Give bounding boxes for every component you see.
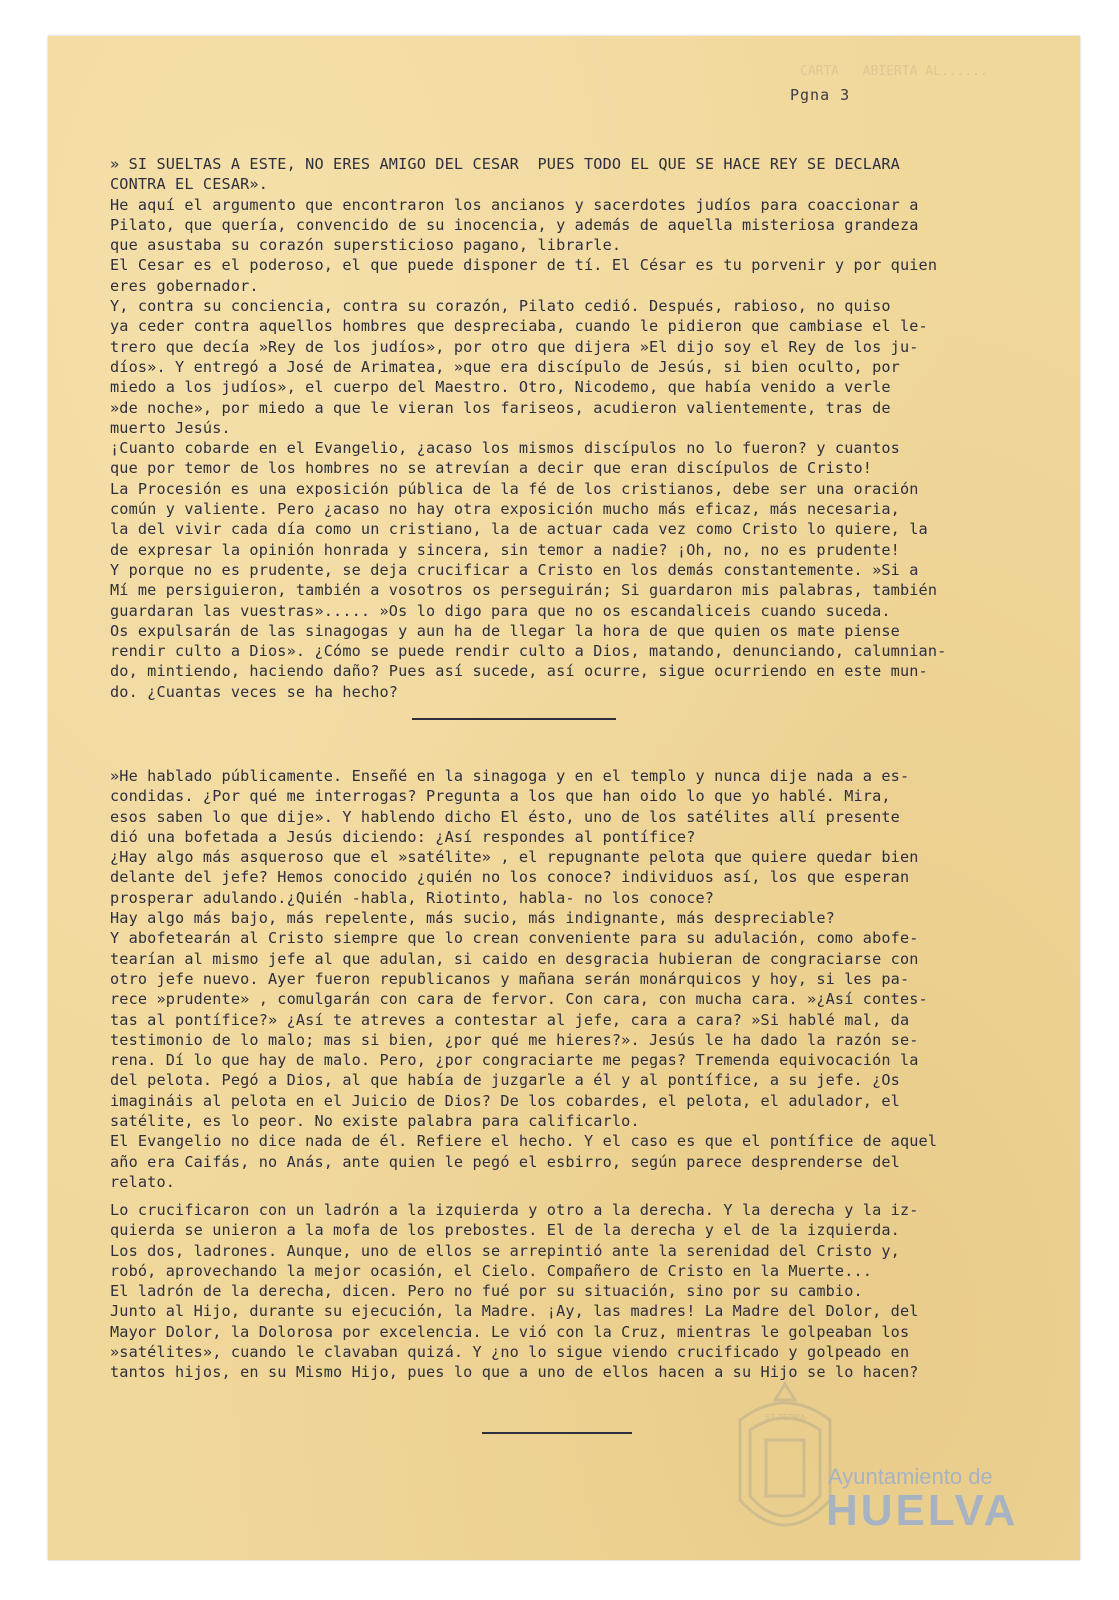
show-through-text: CARTA ABIERTA AL...... <box>800 64 988 79</box>
text-line: dió una bofetada a Jesús diciendo: ¿Así respondes al pontífice? <box>110 827 696 846</box>
text-line: Mayor Dolor, la Dolorosa por excelencia. Le vió con la Cruz, mientras le golpeaban los <box>110 1322 910 1341</box>
text-line: Os expulsarán de las sinagogas y aun ha de llegar la hora de que quien os mate piense <box>110 621 900 640</box>
text-line: eres gobernador. <box>110 276 259 295</box>
text-line: esos saben lo que dije». Y hablendo dicho El ésto, uno de los satélites allí presente <box>110 807 900 826</box>
text-line: La Procesión es una exposición pública de la fé de los cristianos, debe ser una oración <box>110 479 919 498</box>
text-line: trero que decía »Rey de los judíos», por otro que dijera »El dijo soy el Rey de los ju- <box>110 337 919 356</box>
text-line: guardaran las vuestras»..... »Os lo digo para que no os escandaliceis cuando suceda. <box>110 601 891 620</box>
text-line: Y, contra su conciencia, contra su corazón, Pilato cedió. Después, rabioso, no quiso <box>110 297 891 316</box>
text-line: la del vivir cada día como un cristiano, la de actuar cada vez como Cristo lo quiere, la <box>110 520 928 539</box>
text-line: Mí me persiguieron, también a vosotros os perseguirán; Si guardaron mis palabras, también <box>110 581 938 600</box>
text-line: del pelota. Pegó a Dios, al que había de juzgarle a él y al pontífice, a su jefe. ¿Os <box>110 1071 900 1090</box>
text-line: rendir culto a Dios». ¿Cómo se puede rendir culto a Dios, matando, denunciando, calumnian- <box>110 642 947 661</box>
text-line: imagináis al pelota en el Juicio de Dios? De los cobardes, el pelota, el adulador, el <box>110 1091 900 1110</box>
text-line: »de noche», por miedo a que le vieran los fariseos, acudieron valientemente, tras de <box>110 398 891 417</box>
text-line: quierda se unieron a la mofa de los prebostes. El de la derecha y el de la izquierda. <box>110 1221 900 1240</box>
text-line: delante del jefe? Hemos conocido ¿quién no los conoce? individuos así, los que esperan <box>110 868 910 887</box>
section-divider-2 <box>482 1432 632 1434</box>
page-number: Pgna 3 <box>790 86 851 104</box>
section-1-text <box>110 154 1030 702</box>
text-line: do. ¿Cuantas veces se ha hecho? <box>110 682 399 701</box>
text-line: rece »prudente» , comulgarán con cara de fervor. Con cara, con mucha cara. »¿Así contes- <box>110 990 928 1009</box>
text-line: año era Caifás, no Anás, ante quien le pegó el esbirro, según parece desprenderse del <box>110 1152 900 1171</box>
text-line: El Cesar es el poderoso, el que puede disponer de tí. El César es tu porvenir y por quien <box>110 256 938 275</box>
text-line: He aquí el argumento que encontraron los ancianos y sacerdotes judíos para coaccionar a <box>110 195 919 214</box>
text-line: otro jefe nuevo. Ayer fueron republicanos y mañana serán monárquicos y hoy, si les pa- <box>110 969 910 988</box>
text-line: » SI SUELTAS A ESTE, NO ERES AMIGO DEL CESAR PUES TODO EL QUE SE HACE REY SE DECLARA <box>110 155 900 173</box>
text-line: CONTRA EL CESAR». <box>110 175 268 194</box>
text-line: relato. <box>110 1172 176 1191</box>
text-line: ¡Cuanto cobarde en el Evangelio, ¿acaso los mismos discípulos no lo fueron? y cuantos <box>110 439 900 458</box>
text-line: díos». Y entregó a José de Arimatea, »que era discípulo de Jesús, si bien oculto, por <box>110 357 900 376</box>
text-line: robó, aprovechando la mejor ocasión, el Cielo. Compañero de Cristo en la Muerte... <box>110 1261 873 1280</box>
text-line: Hay algo más bajo, más repelente, más sucio, más indignante, más despreciable? <box>110 909 835 928</box>
text-line: común y valiente. Pero ¿acaso no hay otra exposición mucho más eficaz, más necesaria, <box>110 500 900 519</box>
text-line: El Evangelio no dice nada de él. Refiere el hecho. Y el caso es que el pontífice de aquel <box>110 1132 938 1151</box>
section-3-text <box>110 1200 1030 1383</box>
text-line: Lo crucificaron con un ladrón a la izquierda y otro a la derecha. Y la derecha y la iz- <box>110 1201 919 1219</box>
text-line: prosperar adulando.¿Quién -habla, Riotinto, habla- no los conoce? <box>110 888 715 907</box>
text-line: El ladrón de la derecha, dicen. Pero no fué por su situación, sino por su cambio. <box>110 1282 863 1301</box>
text-line: que por temor de los hombres no se atrevían a decir que eran discípulos de Cristo! <box>110 459 873 478</box>
text-line: rena. Dí lo que hay de malo. Pero, ¿por congraciarte me pegas? Tremenda equivocación la <box>110 1051 919 1070</box>
seal-text: ST. TERRA <box>764 1413 806 1422</box>
text-line: Y porque no es prudente, se deja crucificar a Cristo en los demás constantemente. »Si a <box>110 560 919 579</box>
text-line: tearían al mismo jefe al que adulan, si caido en desgracia hubieran de congraciarse con <box>110 949 919 968</box>
text-line: do, mintiendo, haciendo daño? Pues así sucede, así ocurre, sigue ocurriendo en este mun- <box>110 662 928 681</box>
section-2-text <box>110 766 1030 1192</box>
text-line: »satélites», cuando le clavaban quizá. Y ¿no lo sigue viendo crucificado y golpeado en <box>110 1343 910 1362</box>
text-line: »He hablado públicamente. Enseñé en la sinagoga y en el templo y nunca dije nada a es- <box>110 767 910 785</box>
section-divider-1 <box>412 718 616 720</box>
text-line: muerto Jesús. <box>110 418 231 437</box>
text-line: testimonio de lo malo; mas si bien, ¿por qué me hieres?». Jesús le ha dado la razón se- <box>110 1030 919 1049</box>
text-line: Los dos, ladrones. Aunque, uno de ellos se arrepintió ante la serenidad del Cristo y, <box>110 1241 900 1260</box>
text-line: satélite, es lo peor. No existe palabra para calificarlo. <box>110 1112 640 1131</box>
text-line: tantos hijos, en su Mismo Hijo, pues lo que a uno de ellos hacen a su Hijo se lo hacen? <box>110 1363 919 1382</box>
text-line: que asustaba su corazón supersticioso pagano, librarle. <box>110 236 622 255</box>
text-line: Pilato, que quería, convencido de su inocencia, y además de aquella misteriosa grandeza <box>110 215 919 234</box>
watermark-line-2: HUELVA <box>826 1486 1019 1535</box>
text-line: Junto al Hijo, durante su ejecución, la Madre. ¡Ay, las madres! La Madre del Dolor, del <box>110 1302 919 1321</box>
watermark-line-1: Ayuntamiento de <box>828 1464 993 1489</box>
text-line: condidas. ¿Por qué me interrogas? Pregunta a los que han oido lo que yo hablé. Mira, <box>110 787 891 806</box>
text-line: ¿Hay algo más asqueroso que el »satélite» , el repugnante pelota que quiere quedar bien <box>110 848 919 867</box>
text-line: tas al pontífice?» ¿Así te atreves a contestar al jefe, cara a cara? »Si hablé mal, da <box>110 1010 910 1029</box>
text-line: ya ceder contra aquellos hombres que despreciaba, cuando le pidieron que cambiase el le- <box>110 317 928 336</box>
text-line: miedo a los judíos», el cuerpo del Maestro. Otro, Nicodemo, que había venido a verle <box>110 378 891 397</box>
text-line: de expresar la opinión honrada y sincera, sin temor a nadie? ¡Oh, no, no es prudente! <box>110 540 900 559</box>
text-line: Y abofetearán al Cristo siempre que lo crean conveniente para su adulación, como abofe- <box>110 929 919 948</box>
